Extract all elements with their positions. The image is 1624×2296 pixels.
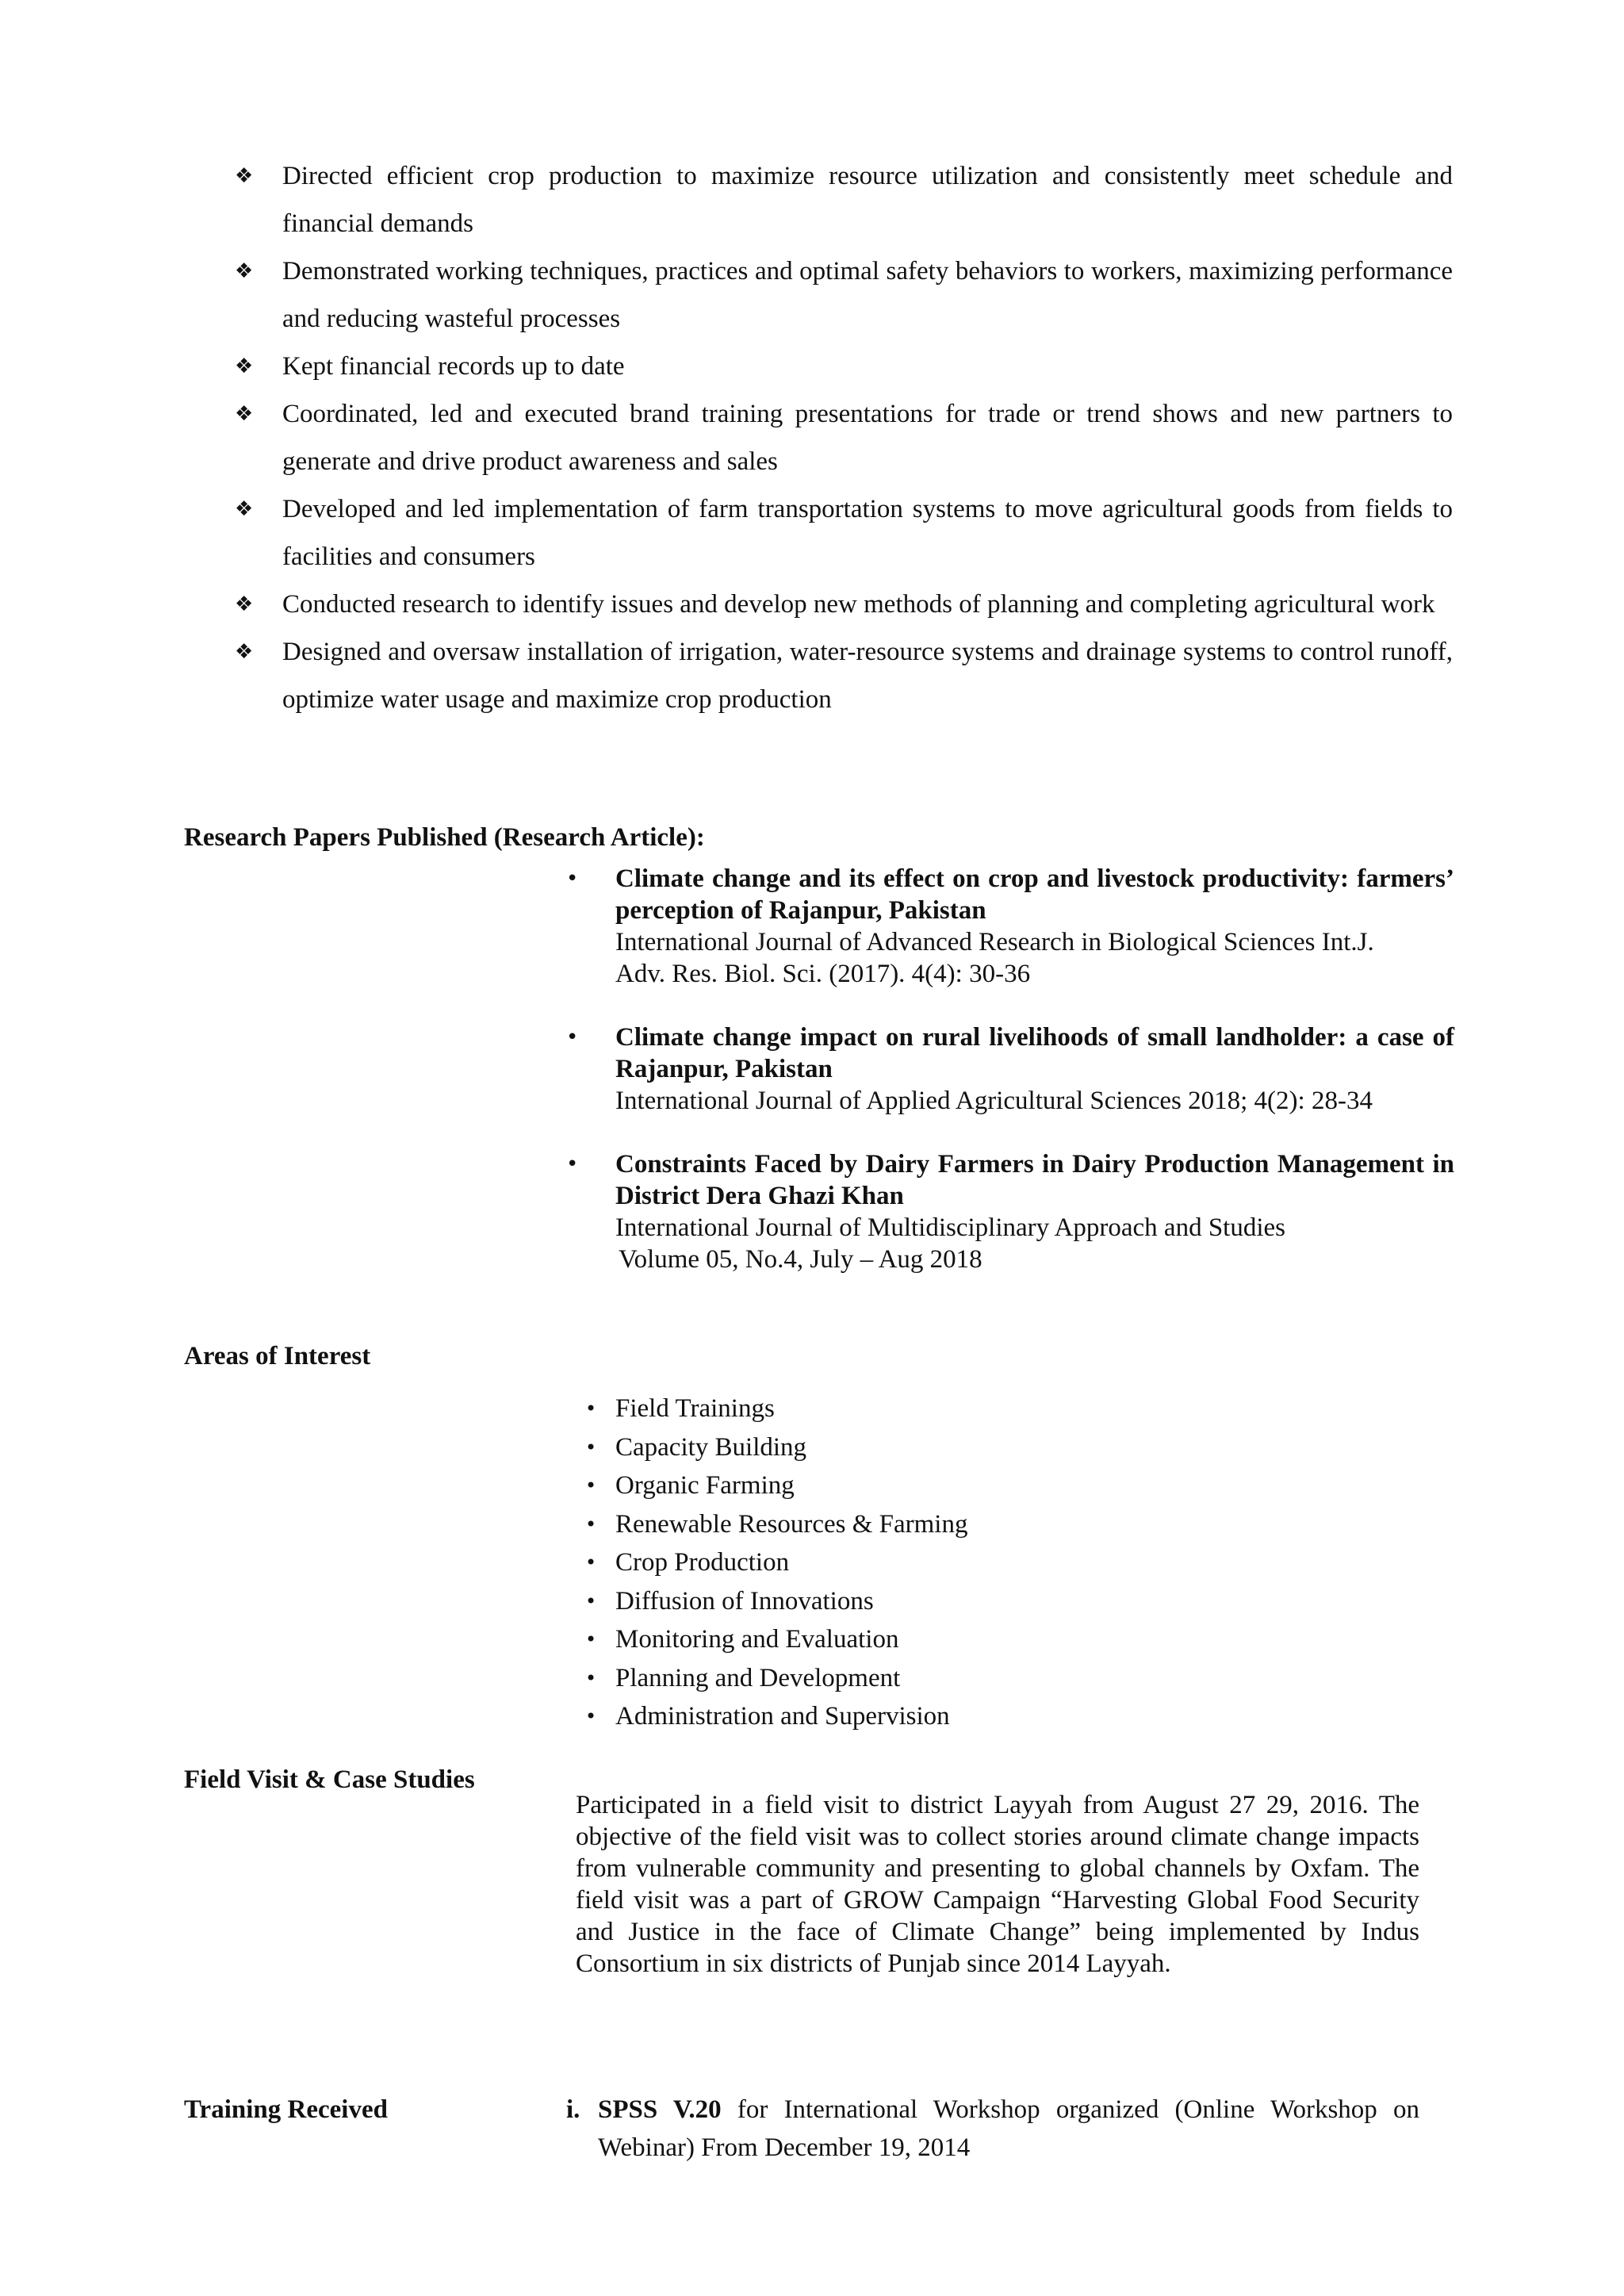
paper-item (566, 863, 1454, 990)
training-title: SPSS V.20 (598, 2095, 722, 2124)
list-item: • Crop Production (585, 1543, 967, 1582)
list-item: ❖ Directed efficient crop production to maximize resource utilization and consistently meet schedule and financial demands (235, 152, 1453, 247)
training-item (566, 2091, 1419, 2167)
paper-citation: Adv. Res. Biol. Sci. (2017). 4(4): 30-36 (615, 960, 1031, 988)
list-item: ❖ Conducted research to identify issues and develop new methods of planning and completing agricultural work (235, 581, 1453, 628)
list-item: • Monitoring and Evaluation (585, 1620, 967, 1659)
list-item: • Planning and Development (585, 1659, 967, 1698)
paper-journal: International Journal of Applied Agricultural Sciences 2018; 4(2): 28-34 (615, 1087, 1373, 1115)
bullet-dot-icon: • (585, 1666, 597, 1689)
experience-bullet-list (235, 152, 1453, 723)
paper-title: Climate change impact on rural livelihoods of small landholder: a case of Rajanpur, Pakistan (615, 1023, 1454, 1083)
diamond-bullet-icon: ❖ (235, 402, 254, 426)
paper-citation: Volume 05, No.4, July – Aug 2018 (619, 1245, 982, 1274)
list-item: • Administration and Supervision (585, 1697, 967, 1736)
bullet-dot-icon: • (585, 1628, 597, 1650)
paper-item (566, 1148, 1454, 1275)
field-visit-paragraph: Participated in a field visit to district Layyah from August 27 29, 2016. The objective of the field visit was to collect stories around climate change impacts from vulnerable community and presenting to global channels by Oxfam. The field visit was a part of GROW Campaign “Harvesting Global Food Security and Justice in the face of Climate Change” being implemented by Indus Consortium in six districts of Punjab since 2014 Layyah. (576, 1791, 1419, 1978)
bullet-dot-icon: • (585, 1435, 597, 1458)
list-number: i. (566, 2095, 580, 2124)
list-item: • Organic Farming (585, 1466, 967, 1505)
paper-journal: International Journal of Multidisciplinary Approach and Studies (615, 1213, 1285, 1242)
bullet-dot-icon: • (585, 1551, 597, 1573)
training-list (566, 2091, 1419, 2167)
list-item: ❖ Coordinated, led and executed brand training presentations for trade or trend shows and new partners to generate and drive product awareness and sales (235, 390, 1453, 485)
paper-item (566, 1022, 1454, 1117)
training-received-heading: Training Received (184, 2095, 388, 2124)
training-description: for International Workshop organized (Online Workshop on Webinar) From December 19, 2014 (598, 2095, 1420, 2162)
bullet-dot-icon: • (566, 867, 579, 891)
list-item: ❖ Kept financial records up to date (235, 343, 1453, 390)
diamond-bullet-icon: ❖ (235, 259, 254, 283)
diamond-bullet-icon: ❖ (235, 497, 254, 521)
list-item: ❖ Designed and oversaw installation of irrigation, water-resource systems and drainage systems to control runoff, optimize water usage and maximize crop production (235, 628, 1453, 723)
diamond-bullet-icon: ❖ (235, 355, 254, 378)
paper-title: Constraints Faced by Dairy Farmers in Dairy Production Management in District Dera Ghazi Khan (615, 1150, 1454, 1210)
bullet-dot-icon: • (566, 1152, 579, 1176)
list-item: • Renewable Resources & Farming (585, 1505, 967, 1544)
list-item: • Capacity Building (585, 1428, 967, 1467)
diamond-bullet-icon: ❖ (235, 592, 254, 616)
diamond-bullet-icon: ❖ (235, 640, 254, 664)
bullet-dot-icon: • (585, 1397, 597, 1420)
list-item: • Field Trainings (585, 1389, 967, 1428)
paper-journal: International Journal of Advanced Research in Biological Sciences Int.J. (615, 928, 1374, 956)
paper-title: Climate change and its effect on crop and livestock productivity: farmers’ perception of Rajanpur, Pakistan (615, 864, 1454, 925)
list-item: ❖ Developed and led implementation of farm transportation systems to move agricultural goods from fields to facilities and consumers (235, 485, 1453, 581)
bullet-dot-icon: • (585, 1705, 597, 1727)
bullet-dot-icon: • (585, 1589, 597, 1612)
diamond-bullet-icon: ❖ (235, 164, 254, 188)
bullet-dot-icon: • (585, 1474, 597, 1497)
field-visit-heading: Field Visit & Case Studies (184, 1765, 475, 1794)
research-papers-heading: Research Papers Published (Research Article): (184, 823, 705, 852)
areas-of-interest-list (585, 1389, 967, 1736)
areas-of-interest-heading: Areas of Interest (184, 1342, 371, 1370)
list-item: ❖ Demonstrated working techniques, practices and optimal safety behaviors to workers, maximizing performance and reducing wasteful processes (235, 247, 1453, 343)
list-item: • Diffusion of Innovations (585, 1582, 967, 1621)
bullet-dot-icon: • (585, 1512, 597, 1535)
research-papers-list (566, 863, 1454, 1307)
bullet-dot-icon: • (566, 1025, 579, 1049)
